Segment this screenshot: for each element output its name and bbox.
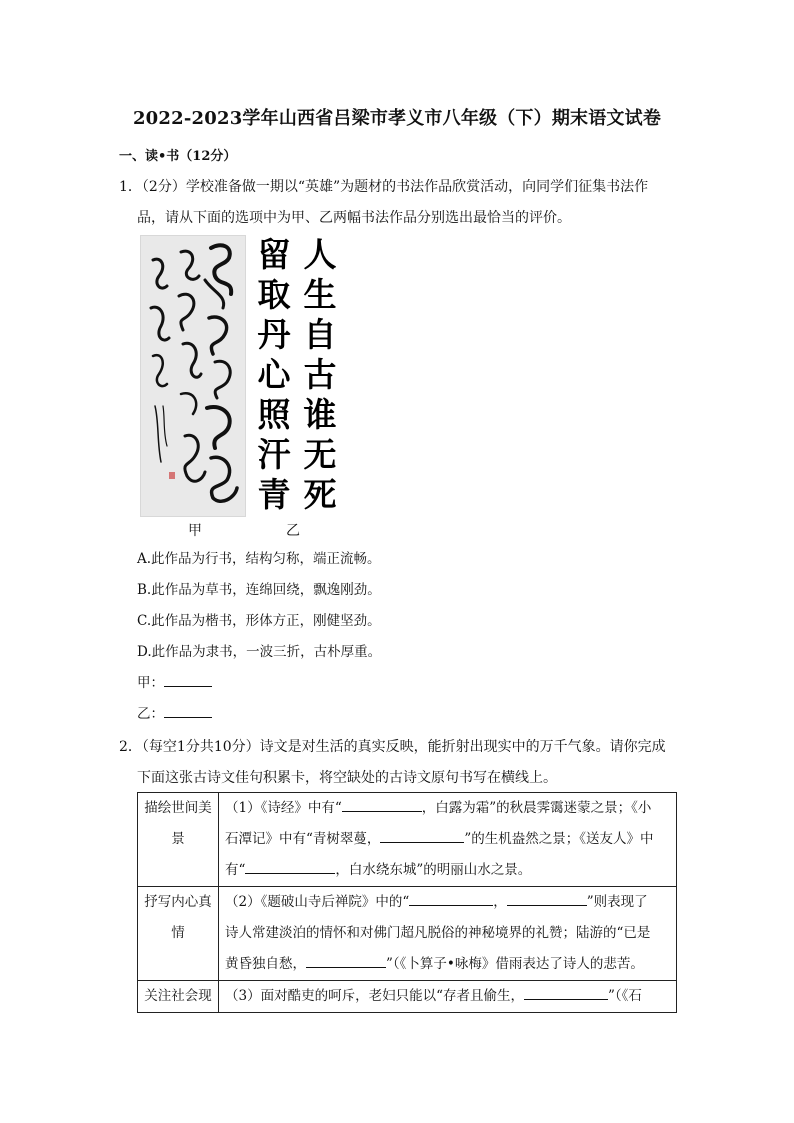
calligraphy-char: 心: [257, 355, 291, 394]
exam-title: 2022-2023学年山西省吕梁市孝义市八年级（下）期末语文试卷: [132, 108, 662, 129]
fill-blank[interactable]: [524, 985, 608, 1000]
calligraphy-char: 丹: [257, 315, 291, 354]
question-1-line-2: 品，请从下面的选项中为甲、乙两幅书法作品分别选出最恰当的评价。: [137, 210, 571, 226]
row-text: 石潭记》中有“青树翠蔓，: [225, 831, 381, 847]
cursive-calligraphy-icon: [141, 236, 245, 516]
answer-jia-row: [137, 668, 381, 699]
row-text: ”（《卜算子•咏梅》借雨表达了诗人的悲苦。: [386, 956, 644, 972]
calligraphy-char: 生: [303, 275, 337, 314]
calligraphy-jia-image: [140, 235, 246, 517]
calligraphy-char: 谁: [303, 395, 337, 434]
row-content: [219, 981, 677, 1013]
option-a: A.此作品为行书，结构匀称，端正流畅。: [137, 551, 381, 567]
row-label: 关注社会现: [138, 981, 219, 1013]
table-row: [138, 887, 677, 981]
caption-yi: 乙: [286, 523, 300, 539]
row-text: ”（《石: [608, 988, 642, 1004]
row-text: ”的生机盎然之景；《送友人》中: [464, 831, 654, 847]
calligraphy-char: 自: [303, 315, 337, 354]
row-text: （1）《诗经》中有“: [225, 800, 342, 816]
row-text: ，白露为霜”的秋晨霁霭迷蒙之景；《小: [421, 800, 652, 816]
calligraphy-char: 取: [257, 275, 291, 314]
question-2-stem: [119, 732, 679, 794]
calligraphy-figures: [140, 235, 340, 520]
row-text: ，: [493, 894, 507, 910]
question-2-line-2: 下面这张古诗文佳句积累卡，将空缺处的古诗文原句书写在横线上。: [137, 770, 557, 786]
calligraphy-char: 照: [257, 395, 291, 434]
calligraphy-char: 汗: [257, 435, 291, 474]
option-d: D.此作品为隶书，一波三折，古朴厚重。: [137, 644, 382, 660]
calligraphy-char: 留: [257, 235, 291, 274]
table-row: [138, 981, 677, 1013]
row-text: ，白水绕东城”的明丽山水之景。: [335, 862, 532, 878]
calligraphy-char: 青: [257, 475, 291, 514]
fill-blank[interactable]: [409, 891, 493, 906]
row-content: [219, 793, 677, 887]
option-b: B.此作品为草书，连绵回绕，飘逸刚劲。: [137, 582, 381, 598]
calligraphy-char: 古: [303, 355, 337, 394]
caption-jia: 甲: [188, 523, 202, 539]
row-text: 有“: [225, 862, 246, 878]
row-text: 诗人常建淡泊的情怀和对佛门超凡脱俗的神秘境界的礼赞；陆游的“已是: [225, 925, 651, 941]
fill-blank[interactable]: [507, 891, 587, 906]
row-label: 描绘世间美景: [138, 793, 219, 887]
question-2-line-1: 2．（每空1分共10分）诗文是对生活的真实反映，能折射出现实中的万千气象。请你完成: [119, 739, 666, 755]
calligraphy-char: 无: [303, 435, 337, 474]
calligraphy-char: 死: [303, 475, 337, 514]
calligraphy-yi-image: [254, 235, 340, 515]
answer-yi-blank[interactable]: [164, 703, 212, 718]
row-text: （2）《题破山寺后禅院》中的“: [225, 894, 410, 910]
row-content: [219, 887, 677, 981]
question-1-stem: [119, 172, 679, 234]
calligraphy-yi-left-column: [254, 235, 294, 515]
fill-blank[interactable]: [342, 797, 422, 812]
answer-jia-label: 甲：: [137, 675, 164, 691]
calligraphy-char: 人: [303, 235, 337, 274]
question-1-options: [137, 544, 381, 730]
answer-jia-blank[interactable]: [164, 672, 212, 687]
row-text: ”则表现了: [586, 894, 648, 910]
answer-yi-label: 乙：: [137, 706, 164, 722]
fill-blank[interactable]: [306, 953, 386, 968]
question-1-line-1: 1．（2分）学校准备做一期以“英雄”为题材的书法作品欣赏活动，向同学们征集书法作: [119, 179, 649, 195]
row-text: 黄昏独自愁，: [225, 956, 306, 972]
row-text: （3）面对酷吏的呵斥，老妇只能以“存者且偷生，: [225, 988, 524, 1004]
poetry-card-table: [137, 792, 677, 1013]
row-label: 抒写内心真情: [138, 887, 219, 981]
calligraphy-yi-right-column: [300, 235, 340, 515]
option-c: C.此作品为楷书，形体方正，刚健坚劲。: [137, 613, 381, 629]
section-heading: 一、读•书（12分）: [119, 149, 237, 164]
table-row: [138, 793, 677, 887]
fill-blank[interactable]: [380, 828, 464, 843]
fill-blank[interactable]: [245, 859, 335, 874]
answer-yi-row: [137, 699, 381, 730]
